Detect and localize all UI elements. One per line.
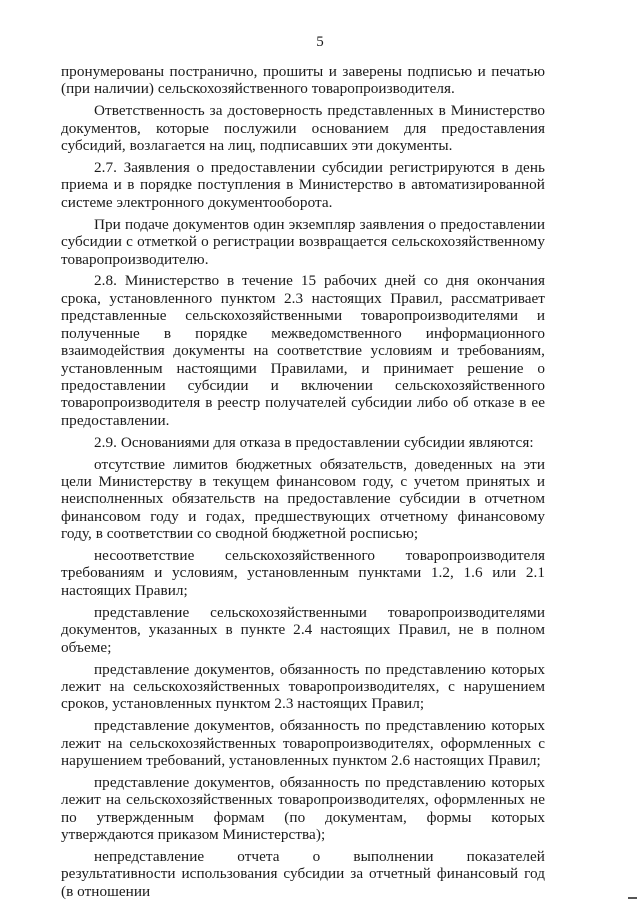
paragraph-2-9: 2.9. Основаниями для отказа в предоставлении субсидии являются:	[94, 433, 534, 451]
page-number: 5	[316, 34, 324, 50]
refusal-ground-nonconformity: несоответствие сельскохозяйственного товаропроизводителя требованиям и условиям, установленным пунктами 1.2, 1.6 или 2.1 настоящих Правил;	[61, 547, 545, 599]
paragraph-responsibility: Ответственность за достоверность представленных в Министерство документов, которые послужили основанием для предоставления субсидий, возлагается на лиц, подписавших эти документы.	[61, 102, 545, 155]
refusal-ground-budget-limits: отсутствие лимитов бюджетных обязательств, доведенных на эти цели Министерству в текущем финансовом году, с учетом принятых и неисполненных обязательств на предоставление субсидии в отчетном финансовом году и годах, предшествующих отчетному финансовому году, в соответствии со сводной бюджетной росписью;	[61, 455, 545, 543]
paragraph-continuation: пронумерованы постранично, прошиты и заверены подписью и печатью (при наличии) сельскохозяйственного товаропроизводителя.	[61, 63, 545, 98]
refusal-ground-wrong-forms: представление документов, обязанность по представлению которых лежит на сельскохозяйственных товаропроизводителях, оформленных не по утвержденным формам (по документам, формы которых утверждаются приказом Министерства);	[61, 773, 545, 844]
scan-corner-mark	[628, 897, 637, 899]
refusal-ground-requirements-violation: представление документов, обязанность по представлению которых лежит на сельскохозяйственных товаропроизводителях, оформленных с нарушением требований, установленных пунктом 2.6 настоящих Правил;	[61, 717, 545, 770]
paragraph-copy-returned: При подаче документов один экземпляр заявления о предоставлении субсидии с отметкой о регистрации возвращается сельскохозяйственному товаропроизводителю.	[61, 215, 545, 268]
paragraph-2-7: 2.7. Заявления о предоставлении субсидии регистрируются в день приема и в порядке поступления в Министерство в автоматизированной системе электронного документооборота.	[61, 159, 545, 211]
refusal-ground-incomplete-documents: представление сельскохозяйственными товаропроизводителями документов, указанных в пункте 2.4 настоящих Правил, не в полном объеме;	[61, 603, 545, 656]
paragraph-2-8: 2.8. Министерство в течение 15 рабочих дней со дня окончания срока, установленного пунктом 2.3 настоящих Правил, рассматривает представленные сельскохозяйственными товаропроизводителями и полученные в порядке межведомственного информационного взаимодействия документы на соответствие условиям и требованиям, установленным настоящими Правилами, и принимает решение о предоставлении субсидии и включении сельскохозяйственного товаропроизводителя в реестр получателей субсидии либо об отказе в ее предоставлении.	[61, 272, 545, 429]
refusal-ground-late-submission: представление документов, обязанность по представлению которых лежит на сельскохозяйственных товаропроизводителях, с нарушением сроков, установленных пунктом 2.3 настоящих Правил;	[61, 660, 545, 713]
refusal-ground-no-report: непредставление отчета о выполнении показателей результативности использования субсидии за отчетный финансовый год (в отношении	[61, 848, 545, 900]
document-body	[61, 63, 545, 905]
